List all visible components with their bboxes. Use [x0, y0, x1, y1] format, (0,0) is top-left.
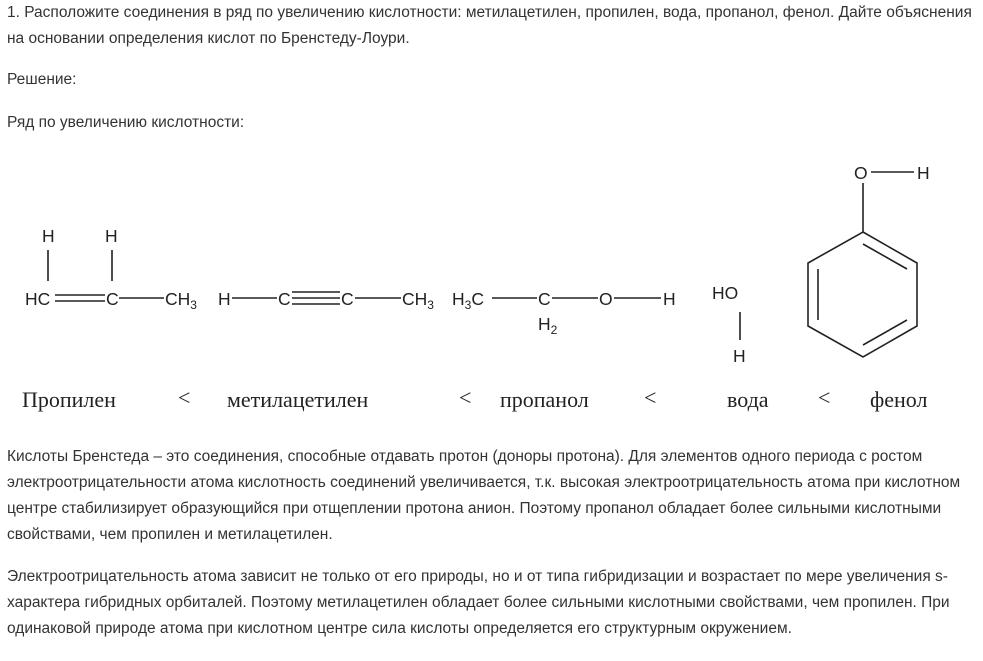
series-label: Ряд по увеличению кислотности: — [7, 114, 245, 131]
less-than-2: < — [459, 385, 472, 410]
water-structure — [712, 283, 746, 366]
methylacetylene-ch3: $CH_3$ — [402, 289, 434, 312]
water-h: H — [733, 346, 746, 366]
phenol-structure — [808, 163, 930, 357]
propanol-o: O — [599, 289, 613, 309]
compound-labels — [22, 385, 928, 412]
propylene-structure — [25, 226, 197, 312]
methylacetylene-c1: C — [278, 289, 291, 309]
paragraph-electronegativity: Электроотрицательность атома зависит не только от его природы, но и от типа гибридизации и возрастает по мере увеличения s-характера гибридных орбиталей. Поэтому метилацетилен обладает более сильными кислотными свойствами, чем пропилен. При одинаковой природе атома при кислотном центре сила кислоты определяется его структурным окружением. — [7, 568, 950, 637]
label-water: вода — [727, 387, 769, 412]
phenol-h: H — [917, 163, 930, 183]
propylene-hc: HC — [25, 289, 51, 309]
less-than-1: < — [178, 385, 191, 410]
propanol-h: H — [663, 289, 676, 309]
propanol-h2: $H_2$ — [538, 314, 558, 337]
phenol-o: O — [854, 163, 868, 183]
less-than-4: < — [818, 385, 831, 410]
label-propanol: пропанол — [500, 387, 589, 412]
label-phenol: фенол — [870, 387, 928, 412]
methylacetylene-structure — [218, 289, 434, 312]
methylacetylene-c2: C — [341, 289, 354, 309]
solution-label: Решение: — [7, 71, 77, 88]
paragraph-bronsted: Кислоты Бренстеда – это соединения, способные отдавать протон (доноры протона). Для элементов одного периода с ростом электроотрицательности атома кислотность соединений увеличивается, т.к. высокая электроотрицательность атома при кислотном центре стабилизирует образующийся при отщеплении протона анион. Поэтому пропанол обладает более сильными кислотными свойствами, чем пропилен и метилацетилен. — [7, 448, 961, 543]
benzene-inner-bond-1 — [863, 244, 907, 269]
question-text: 1. Расположите соединения в ряд по увеличению кислотности: метилацетилен, пропилен, вода, пропанол, фенол. Дайте объяснения на основании определения кислот по Бренстеду-Лоури. — [7, 4, 972, 47]
acidity-series-scheme — [0, 150, 983, 425]
propanol-c: C — [538, 289, 551, 309]
less-than-3: < — [644, 385, 657, 410]
label-methylacetylene: метилацетилен — [227, 387, 369, 412]
water-ho: HO — [712, 283, 739, 303]
label-propylene: Пропилен — [22, 387, 116, 412]
propylene-ch3: $CH_3$ — [165, 289, 197, 312]
propylene-c: C — [106, 289, 119, 309]
benzene-ring — [808, 232, 917, 357]
propanol-h3c: $H_3C$ — [452, 289, 484, 312]
propanol-structure — [452, 289, 676, 337]
propylene-h1: H — [42, 226, 55, 246]
benzene-inner-bond-2 — [863, 320, 907, 345]
propylene-h2: H — [105, 226, 118, 246]
methylacetylene-h: H — [218, 289, 231, 309]
